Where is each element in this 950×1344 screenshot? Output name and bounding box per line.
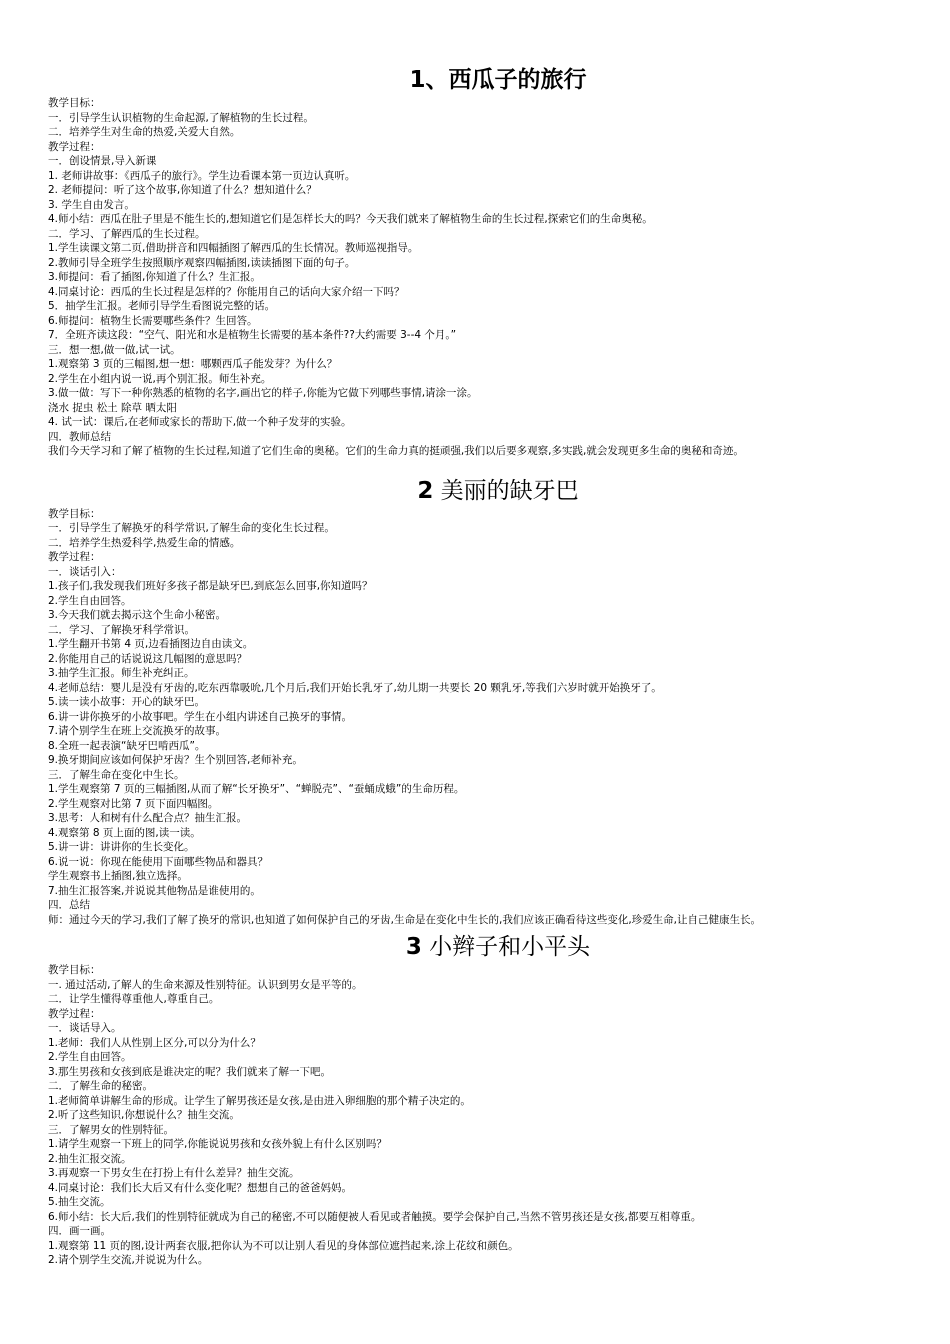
text-line: 3.思考：人和树有什么配合点？抽生汇报。 bbox=[48, 812, 248, 824]
text-line: 一．引导学生认识植物的生命起源,了解植物的生长过程。 bbox=[48, 111, 314, 124]
text-line: 4.同桌讨论：西瓜的生长过程是怎样的？你能用自己的话向大家介绍一下吗？ bbox=[48, 285, 405, 298]
text-line: 2.听了这些知识,你想说什么？抽生交流。 bbox=[48, 1109, 240, 1121]
lesson-3-body bbox=[48, 963, 928, 1268]
text-line: 一．创设情景,导入新课 bbox=[48, 155, 157, 167]
text-line: 1.学生观察第 7 页的三幅插图,从而了解“长牙换牙”、“蝉脱壳”、“蚕蛹成蛾”的生命历程。 bbox=[48, 783, 465, 795]
text-line: 一．谈话导入。 bbox=[48, 1022, 122, 1034]
text-line: 一．谈话引入： bbox=[48, 565, 122, 578]
text-line: 2.学生自由回答。 bbox=[48, 594, 132, 607]
text-line: 3.那生男孩和女孩到底是谁决定的呢？我们就来了解一下吧。 bbox=[48, 1065, 332, 1078]
text-line: 二．了解生命的秘密。 bbox=[48, 1080, 153, 1092]
text-line: 4.老师总结：婴儿是没有牙齿的,吃东西靠吸吮,几个月后,我们开始长乳牙了,幼儿期一共要长 20 颗乳牙,等我们六岁时就开始换牙了。 bbox=[48, 681, 662, 694]
text-line: 6.师小结：长大后,我们的性别特征就成为自己的秘密,不可以随便被人看见或者触摸。要学会保护自己,当然不管男孩还是女孩,都要互相尊重。 bbox=[48, 1210, 702, 1223]
text-line: 三．了解生命在变化中生长。 bbox=[48, 768, 185, 781]
text-line: 四．总结 bbox=[48, 899, 90, 911]
lesson-3-title-text: 小辫子和小平头 bbox=[421, 934, 591, 960]
text-line: 1.老师简单讲解生命的形成。让学生了解男孩还是女孩,是由进入卵细胞的那个精子决定的。 bbox=[48, 1094, 471, 1107]
text-line: 三．了解男女的性别特征。 bbox=[48, 1123, 174, 1136]
text-line: 1.学生读课文第二页,借助拼音和四幅插图了解西瓜的生长情况。教师巡视指导。 bbox=[48, 242, 419, 254]
text-line: 1.老师：我们人从性别上区分,可以分为什么？ bbox=[48, 1036, 261, 1049]
text-line: 6.说一说：你现在能使用下面哪些物品和器具？ bbox=[48, 855, 269, 868]
lesson-2-title-text: 美丽的缺牙巴 bbox=[433, 477, 579, 504]
text-line: 一．引导学生了解换牙的科学常识,了解生命的变化生长过程。 bbox=[48, 522, 335, 534]
text-line: 2.学生观察对比第 7 页下面四幅图。 bbox=[48, 797, 219, 810]
text-line: 2.学生自由回答。 bbox=[48, 1051, 132, 1063]
text-line: 3.再观察一下男女生在打扮上有什么差异？抽生交流。 bbox=[48, 1167, 300, 1179]
text-line: 1.观察第 3 页的三幅图,想一想：哪颗西瓜子能发芽？为什么？ bbox=[48, 358, 338, 370]
text-line: 二．学习、了解换牙科学常识。 bbox=[48, 623, 195, 636]
text-line: 1.观察第 11 页的图,设计两套衣服,把你认为不可以让别人看见的身体部位遮挡起来,涂上花纹和颜色。 bbox=[48, 1239, 519, 1252]
lesson-1 bbox=[48, 64, 928, 459]
text-line: 4.观察第 8 页上面的图,读一读。 bbox=[48, 826, 201, 839]
text-line: 师：通过今天的学习,我们了解了换牙的常识,也知道了如何保护自己的牙齿,生命是在变化中生长的,我们应该正确看待这些变化,珍爱生命,让自己健康生长。 bbox=[48, 913, 762, 926]
text-line: 四．教师总结 bbox=[48, 430, 111, 443]
lesson-3-title-number: 3 bbox=[405, 934, 422, 960]
text-line: 7.请个别学生在班上交流换牙的故事。 bbox=[48, 725, 227, 737]
text-line: 7．全班齐读这段：“空气、阳光和水是植物生长需要的基本条件??大约需要 3--4 个月。” bbox=[48, 329, 457, 341]
text-line: 2.学生在小组内说一说,再个别汇报。师生补充。 bbox=[48, 372, 272, 385]
text-line: 二．培养学生热爱科学,热爱生命的情感。 bbox=[48, 536, 241, 549]
text-line: 教学过程： bbox=[48, 140, 101, 153]
lesson-3 bbox=[48, 931, 928, 1268]
text-line: 我们今天学习和了解了植物的生长过程,知道了它们生命的奥秘。它们的生命力真的挺顽强,我们以后要多观察,多实践,就会发现更多生命的奥秘和奇迹。 bbox=[48, 445, 744, 457]
lesson-1-title-number: 1 bbox=[409, 67, 426, 93]
text-line: 3.做一做：写下一种你熟悉的植物的名字,画出它的样子,你能为它做下列哪些事情,请涂一涂。 bbox=[48, 387, 478, 399]
text-line: 2. 老师提问：听了这个故事,你知道了什么？想知道什么？ bbox=[48, 184, 317, 196]
text-line: 2.抽生汇报交流。 bbox=[48, 1152, 132, 1165]
text-line: 3.今天我们就去揭示这个生命小秘密。 bbox=[48, 609, 227, 621]
lesson-1-title-text: 、西瓜子的旅行 bbox=[425, 67, 587, 93]
text-line: 教学过程： bbox=[48, 1007, 101, 1020]
text-line: 教学过程： bbox=[48, 551, 101, 563]
lesson-2-title bbox=[48, 475, 928, 507]
text-line: 一. 通过活动,了解人的生命来源及性别特征。认识到男女是平等的。 bbox=[48, 978, 363, 991]
text-line: 7.抽生汇报答案,并说说其他物品是谁使用的。 bbox=[48, 884, 261, 897]
lesson-3-title bbox=[48, 931, 928, 963]
lesson-2-title-number: 2 bbox=[417, 477, 434, 504]
text-line: 4.同桌讨论：我们长大后又有什么变化呢？想想自己的爸爸妈妈。 bbox=[48, 1181, 353, 1194]
text-line: 1.请学生观察一下班上的同学,你能说说男孩和女孩外貌上有什么区别吗？ bbox=[48, 1138, 387, 1150]
text-line: 5.抽生交流。 bbox=[48, 1196, 111, 1208]
text-line: 教学目标： bbox=[48, 507, 101, 520]
lesson-1-body bbox=[48, 96, 928, 459]
lesson-2 bbox=[48, 475, 928, 928]
lesson-2-body bbox=[48, 507, 928, 928]
text-line: 二．培养学生对生命的热爱,关爱大自然。 bbox=[48, 126, 241, 138]
text-line: 1.孩子们,我发现我们班好多孩子都是缺牙巴,到底怎么回事,你知道吗？ bbox=[48, 580, 373, 592]
text-line: 3.师提问：看了插图,你知道了什么？生汇报。 bbox=[48, 271, 261, 283]
text-line: 2.教师引导全班学生按照顺序观察四幅插图,读读插图下面的句子。 bbox=[48, 256, 356, 269]
text-line: 教学目标： bbox=[48, 964, 101, 976]
text-line: 8.全班一起表演“缺牙巴啃西瓜”。 bbox=[48, 739, 206, 752]
text-line: 二．学习、了解西瓜的生长过程。 bbox=[48, 227, 206, 240]
lesson-1-title bbox=[48, 64, 928, 96]
document-page bbox=[48, 64, 928, 1268]
text-line: 四．画一画。 bbox=[48, 1225, 111, 1237]
text-line: 1. 老师讲故事：《西瓜子的旅行》。学生边看课本第一页边认真听。 bbox=[48, 169, 356, 182]
text-line: 浇水 捉虫 松土 除草 晒太阳 bbox=[48, 401, 177, 414]
text-line: 学生观察书上插图,独立选择。 bbox=[48, 870, 188, 882]
text-line: 9.换牙期间应该如何保护牙齿？生个别回答,老师补充。 bbox=[48, 754, 303, 766]
text-line: 2.请个别学生交流,并说说为什么。 bbox=[48, 1254, 209, 1266]
text-line: 2.你能用自己的话说说这几幅图的意思吗？ bbox=[48, 652, 248, 665]
text-line: 5．抽学生汇报。老师引导学生看图说完整的话。 bbox=[48, 300, 276, 312]
text-line: 教学目标： bbox=[48, 97, 101, 109]
text-line: 6.讲一讲你换牙的小故事吧。学生在小组内讲述自己换牙的事情。 bbox=[48, 710, 353, 723]
text-line: 4. 试一试：课后,在老师或家长的帮助下,做一个种子发芽的实验。 bbox=[48, 416, 352, 428]
text-line: 5.讲一讲：讲讲你的生长变化。 bbox=[48, 841, 195, 853]
text-line: 4.师小结：西瓜在肚子里是不能生长的,想知道它们是怎样长大的吗？今天我们就来了解植物生命的生长过程,探索它们的生命奥秘。 bbox=[48, 213, 653, 225]
text-line: 3.抽学生汇报。师生补充纠正。 bbox=[48, 667, 195, 679]
text-line: 二．让学生懂得尊重他人,尊重自己。 bbox=[48, 993, 220, 1005]
text-line: 1.学生翻开书第 4 页,边看插图边自由读文。 bbox=[48, 638, 254, 650]
text-line: 6.师提问：植物生长需要哪些条件？生回答。 bbox=[48, 314, 258, 327]
text-line: 3. 学生自由发言。 bbox=[48, 198, 135, 211]
text-line: 三．想一想,做一做,试一试。 bbox=[48, 343, 181, 356]
text-line: 5.读一读小故事：开心的缺牙巴。 bbox=[48, 696, 206, 708]
